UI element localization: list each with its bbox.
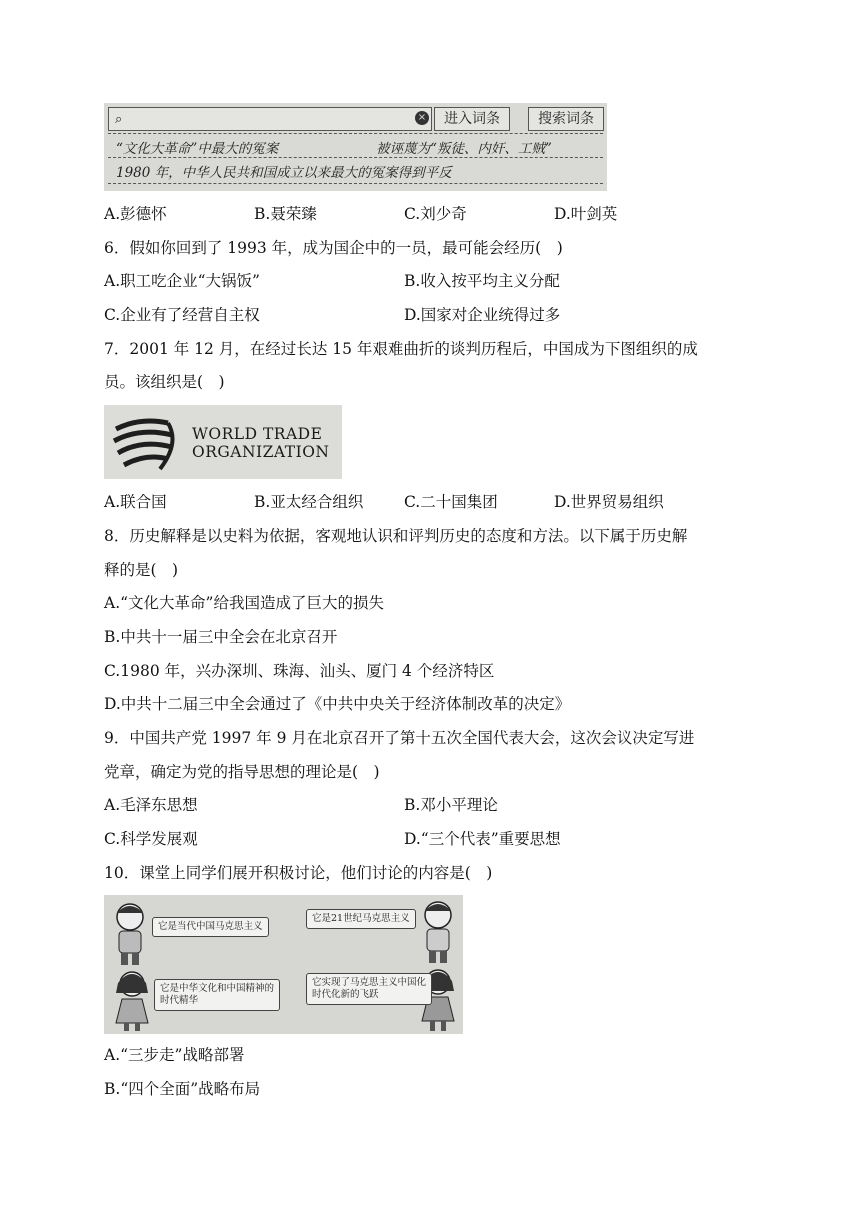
q7-option-b: B.亚太经合组织 [254, 493, 364, 511]
q6-option-d: D.国家对企业统得过多 [404, 306, 561, 324]
q6-option-b: B.收入按平均主义分配 [404, 272, 560, 290]
dashed-divider [108, 183, 603, 184]
baike-search-image [104, 103, 607, 191]
discussion-cartoon-image [104, 895, 463, 1034]
dashed-divider [108, 133, 603, 134]
boy-figure-icon [108, 901, 152, 967]
q10-option-b: B.“四个全面”战略布局 [104, 1080, 261, 1098]
q9-option-c: C.科学发展观 [104, 830, 198, 848]
q5-option-a: A.彭德怀 [104, 205, 167, 223]
q9-option-b: B.邓小平理论 [404, 796, 498, 814]
q8-option-b: B.中共十一届三中全会在北京召开 [104, 628, 338, 646]
circle-x-icon: × [415, 111, 429, 125]
wto-logo-line2: ORGANIZATION [192, 443, 330, 461]
q7-option-a: A.联合国 [104, 493, 167, 511]
q10-stem: 10．课堂上同学们展开积极讨论，他们讨论的内容是( ) [104, 864, 493, 882]
boy-figure-icon [416, 899, 460, 965]
q5-option-c: C.刘少奇 [404, 205, 467, 223]
dashed-divider [108, 157, 603, 158]
search-box [108, 107, 432, 131]
q5-option-b: B.聂荣臻 [254, 205, 317, 223]
q10-option-a: A.“三步走”战略部署 [104, 1046, 245, 1064]
q9-option-a: A.毛泽东思想 [104, 796, 198, 814]
q9-stem-line1: 9．中国共产党 1997 年 9 月在北京召开了第十五次全国代表大会，这次会议决定写进 [104, 729, 695, 747]
speech-bubble-4: 它实现了马克思主义中国化 时代化新的飞跃 [306, 973, 432, 1005]
q6-option-a: A.职工吃企业“大锅饭” [104, 272, 260, 290]
wto-logo-line1: WORLD TRADE [192, 425, 323, 443]
enter-entry-button: 进入词条 [434, 107, 510, 131]
q8-option-c: C.1980 年，兴办深圳、珠海、汕头、厦门 4 个经济特区 [104, 662, 495, 680]
magnifier-icon: ⌕ [115, 112, 123, 127]
search-row1-right: 被诬蔑为“叛徒、内奸、工贼” [376, 141, 552, 157]
girl-figure-icon [110, 969, 154, 1031]
q9-stem-line2: 党章，确定为党的指导思想的理论是( ) [104, 763, 380, 781]
q8-option-d: D.中共十二届三中全会通过了《中共中央关于经济体制改革的决定》 [104, 695, 571, 713]
q6-option-c: C.企业有了经营自主权 [104, 306, 260, 324]
q5-option-d: D.叶剑英 [554, 205, 618, 223]
search-row2: 1980 年，中华人民共和国成立以来最大的冤案得到平反 [116, 165, 452, 181]
q7-option-c: C.二十国集团 [404, 493, 498, 511]
search-row1-left: “文化大革命”中最大的冤案 [116, 141, 279, 157]
speech-bubble-2: 它是21世纪马克思主义 [306, 909, 416, 929]
speech-bubble-1: 它是当代中国马克思主义 [152, 917, 269, 937]
q7-stem-line2: 员。该组织是( ) [104, 373, 225, 391]
wto-logo-image [104, 405, 342, 479]
q9-option-d: D.“三个代表”重要思想 [404, 830, 561, 848]
q8-stem-line1: 8．历史解释是以史料为依据，客观地认识和评判历史的态度和方法。以下属于历史解 [104, 527, 688, 545]
wto-emblem-icon [110, 413, 180, 473]
q8-option-a: A.“文化大革命”给我国造成了巨大的损失 [104, 594, 384, 612]
q6-stem: 6．假如你回到了 1993 年，成为国企中的一员，最可能会经历( ) [104, 239, 563, 257]
q7-stem-line1: 7．2001 年 12 月，在经过长达 15 年艰难曲折的谈判历程后，中国成为下图组织的成 [104, 340, 698, 358]
search-entry-button: 搜索词条 [528, 107, 604, 131]
speech-bubble-3: 它是中华文化和中国精神的 时代精华 [154, 979, 280, 1011]
q7-option-d: D.世界贸易组织 [554, 493, 664, 511]
q8-stem-line2: 释的是( ) [104, 561, 179, 579]
